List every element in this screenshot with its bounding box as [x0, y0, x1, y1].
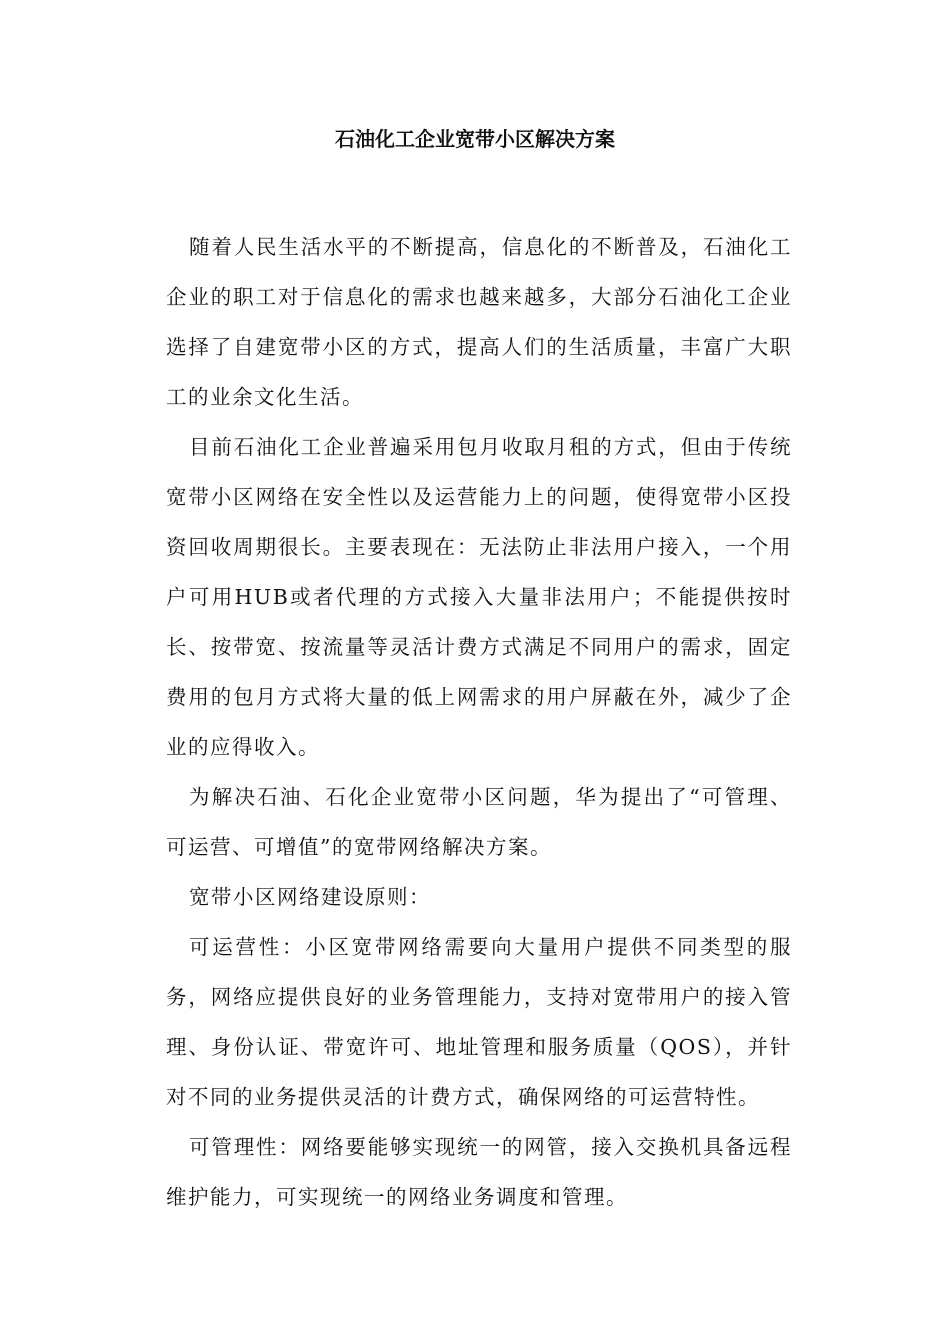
paragraph-current-problems: 目前石油化工企业普遍采用包月收取月租的方式，但由于传统宽带小区网络在安全性以及运营能力上的问题，使得宽带小区投资回收周期很长。主要表现在：无法防止非法用户接入，一个用户可用HUB或者代理的方式接入大量非法用户；不能提供按时长、按带宽、按流量等灵活计费方式满足不同用户的需求，固定费用的包月方式将大量的低上网需求的用户屏蔽在外，减少了企业的应得收入。 [166, 435, 792, 759]
paragraph-manageability: 可管理性：网络要能够实现统一的网管，接入交换机具备远程维护能力，可实现统一的网络业务调度和管理。 [166, 1135, 792, 1209]
paragraph-operability: 可运营性：小区宽带网络需要向大量用户提供不同类型的服务，网络应提供良好的业务管理能力，支持对宽带用户的接入管理、身份认证、带宽许可、地址管理和服务质量（QOS），并针对不同的业务提供灵活的计费方式，确保网络的可运营特性。 [166, 935, 792, 1109]
paragraph-intro: 随着人民生活水平的不断提高，信息化的不断普及，石油化工企业的职工对于信息化的需求也越来越多，大部分石油化工企业选择了自建宽带小区的方式，提高人们的生活质量，丰富广大职工的业余文化生活。 [166, 235, 792, 409]
document-body [166, 222, 792, 1222]
paragraph-principles-heading: 宽带小区网络建设原则： [189, 885, 431, 909]
paragraph-huawei-solution: 为解决石油、石化企业宽带小区问题，华为提出了“可管理、可运营、可增值”的宽带网络解决方案。 [166, 785, 792, 859]
document-title: 石油化工企业宽带小区解决方案 [335, 127, 615, 151]
